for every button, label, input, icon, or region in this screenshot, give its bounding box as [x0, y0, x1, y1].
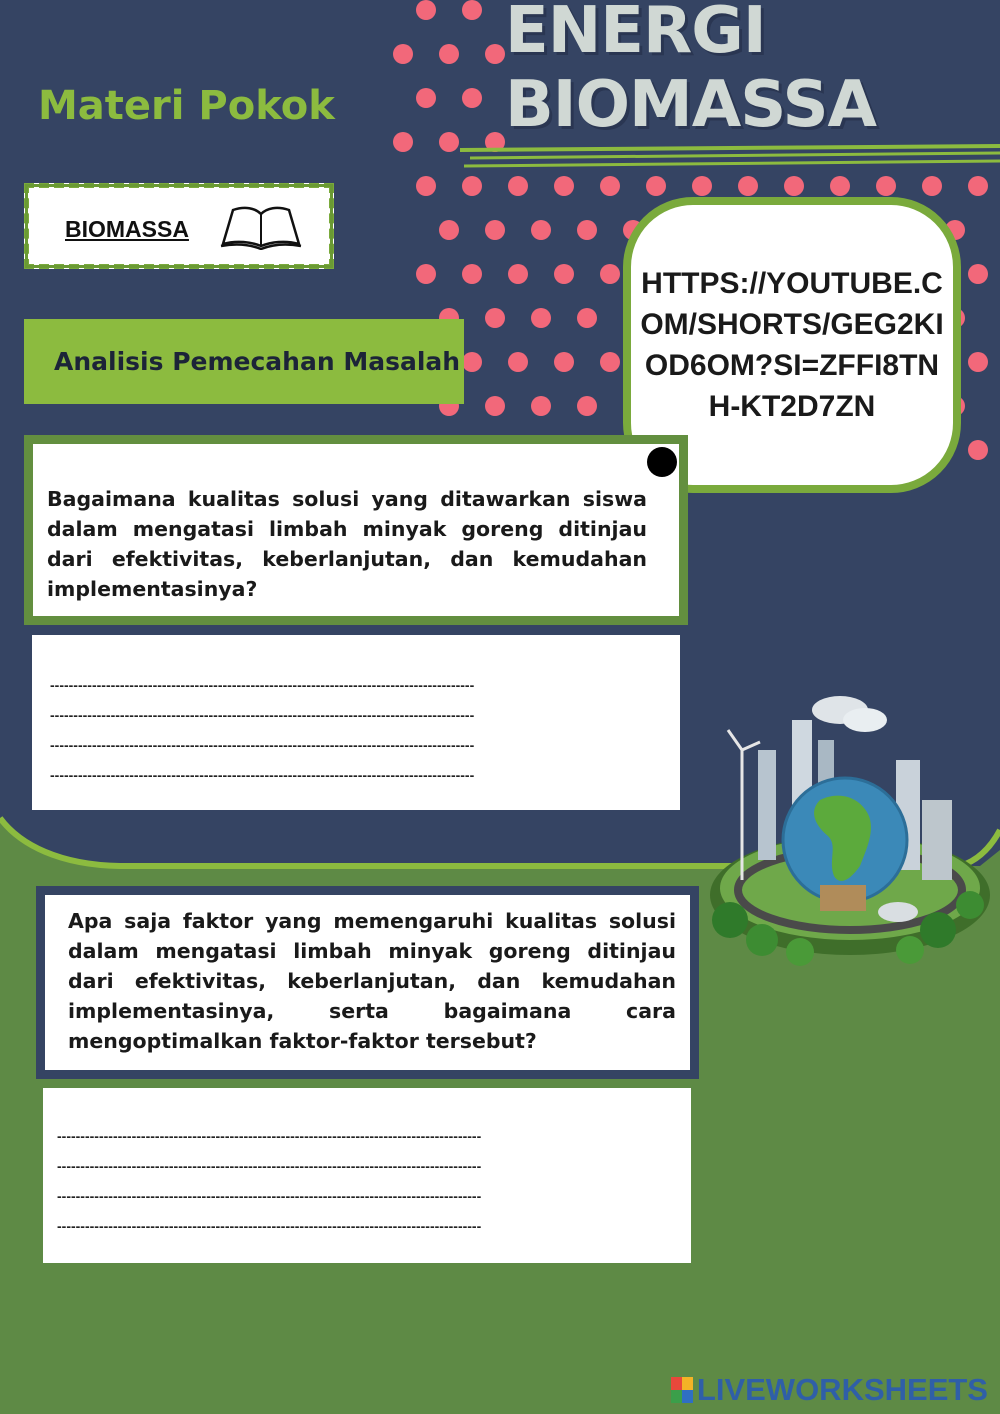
- video-link-url[interactable]: HTTPS://YOUTUBE.COM/SHORTS/GEG2KIOD6OM?SI=ZFFI8TNH-KT2D7ZN: [640, 267, 944, 423]
- decorative-dot: [462, 88, 482, 108]
- answer-line[interactable]: -------------------------------------------------------------------------------------------: [57, 1218, 482, 1234]
- decorative-dot: [393, 44, 413, 64]
- answer-line[interactable]: -------------------------------------------------------------------------------------------: [50, 707, 475, 723]
- decorative-dot: [393, 132, 413, 152]
- topic-card: [24, 183, 334, 269]
- section-banner: [24, 319, 464, 404]
- decorative-dot: [531, 220, 551, 240]
- decorative-dot: [462, 0, 482, 20]
- question-text: Apa saja faktor yang memengaruhi kualitas solusi dalam mengatasi limbah minyak goreng ditinjau dari efektivitas, keberlanjutan, dan kemudahan implementasinya, serta bagaimana cara mengoptimalkan faktor-faktor tersebut?: [68, 909, 676, 1053]
- decorative-dot: [416, 176, 436, 196]
- decorative-dot: [968, 352, 988, 372]
- question-text: Bagaimana kualitas solusi yang ditawarkan siswa dalam mengatasi limbah minyak goreng ditinjau dari efektivitas, keberlanjutan, dan kemudahan implementasinya?: [47, 487, 647, 601]
- answer-line[interactable]: -------------------------------------------------------------------------------------------: [50, 737, 475, 753]
- open-book-icon: [219, 204, 303, 250]
- subject-label: Materi Pokok: [38, 83, 335, 129]
- decorative-dot: [439, 44, 459, 64]
- eco-globe-illustration: [700, 690, 1000, 990]
- decorative-dot: [531, 396, 551, 416]
- question-card-1: [24, 435, 688, 625]
- decorative-dot: [968, 440, 988, 460]
- decorative-dot: [416, 0, 436, 20]
- title-line-2: BIOMASSA: [505, 68, 877, 142]
- decorative-dot: [439, 132, 459, 152]
- decorative-dot: [462, 352, 482, 372]
- decorative-dot: [439, 220, 459, 240]
- answer-line[interactable]: -------------------------------------------------------------------------------------------: [50, 677, 475, 693]
- liveworksheets-wordmark: LIVEWORKSHEETS: [696, 1372, 988, 1407]
- decorative-dot: [554, 352, 574, 372]
- decorative-dot: [600, 264, 620, 284]
- decorative-dot: [577, 220, 597, 240]
- decorative-dot: [577, 308, 597, 328]
- decorative-dot: [485, 396, 505, 416]
- bullet-dot: [647, 447, 677, 477]
- decorative-dot: [577, 396, 597, 416]
- topic-label: BIOMASSA: [65, 216, 189, 242]
- decorative-dot: [485, 220, 505, 240]
- answer-line[interactable]: -------------------------------------------------------------------------------------------: [57, 1158, 482, 1174]
- decorative-dot: [462, 264, 482, 284]
- decorative-dot: [968, 264, 988, 284]
- decorative-dot: [508, 264, 528, 284]
- decorative-dot: [416, 88, 436, 108]
- answer-line[interactable]: -------------------------------------------------------------------------------------------: [57, 1128, 482, 1144]
- decorative-dot: [508, 352, 528, 372]
- answer-box-2[interactable]: [43, 1088, 691, 1263]
- decorative-dot: [485, 308, 505, 328]
- page-title: [505, 0, 876, 142]
- liveworksheets-logo-mark: [671, 1377, 693, 1403]
- answer-line[interactable]: -------------------------------------------------------------------------------------------: [57, 1188, 482, 1204]
- question-card-2: [36, 886, 699, 1079]
- answer-box-1[interactable]: [32, 635, 680, 810]
- decorative-dot: [416, 264, 436, 284]
- liveworksheets-logo[interactable]: [671, 1372, 988, 1408]
- decorative-dot: [554, 264, 574, 284]
- decorative-dot: [531, 308, 551, 328]
- title-underline-stripes: [460, 140, 1000, 180]
- answer-line[interactable]: -------------------------------------------------------------------------------------------: [50, 767, 475, 783]
- title-line-1: ENERGI: [505, 0, 766, 68]
- decorative-dot: [600, 352, 620, 372]
- section-title: Analisis Pemecahan Masalah: [54, 347, 461, 376]
- decorative-dot: [485, 44, 505, 64]
